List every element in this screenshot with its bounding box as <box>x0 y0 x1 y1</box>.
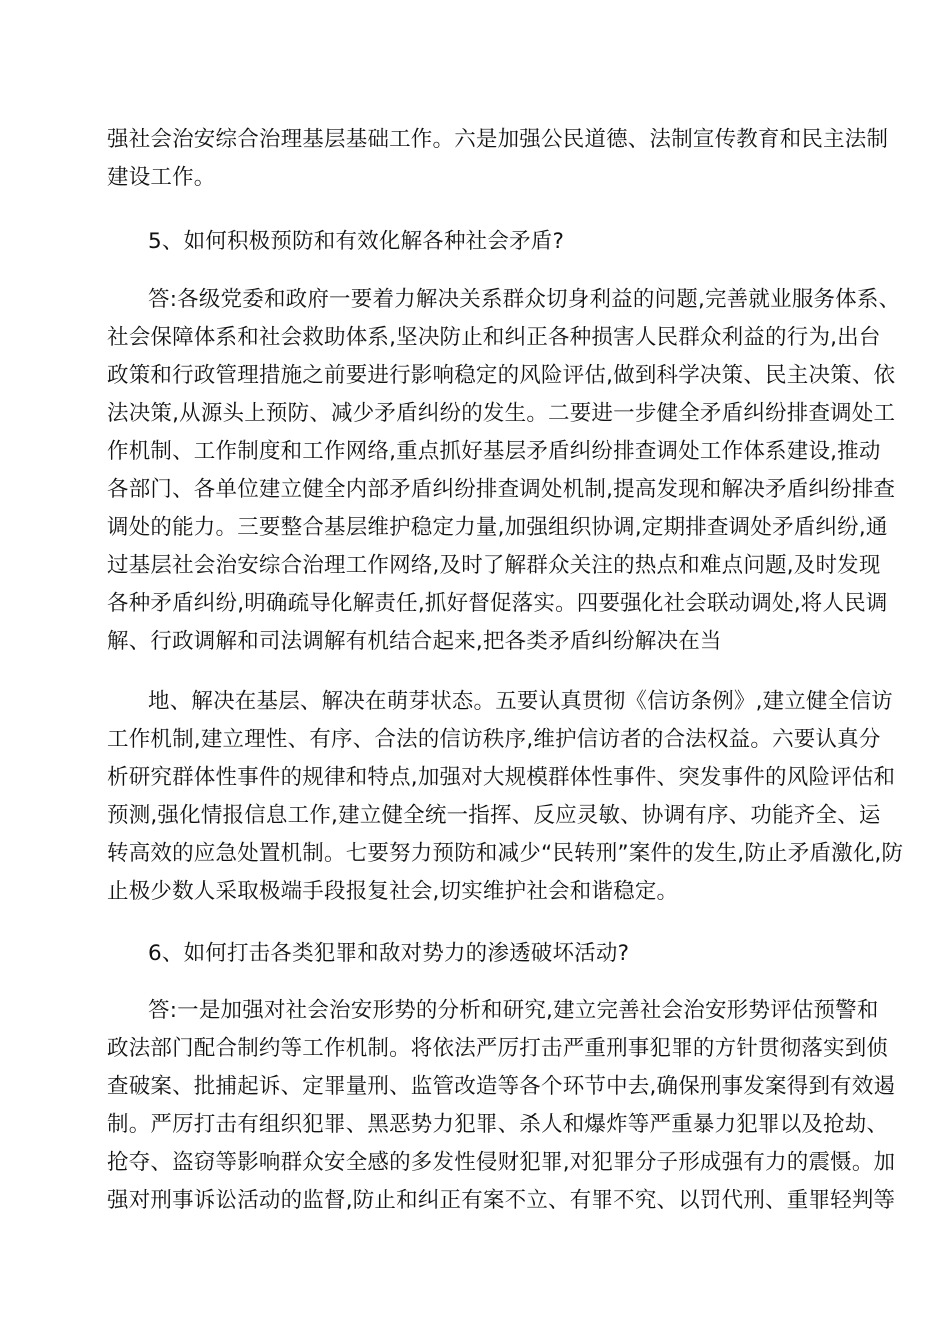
answer-line: 抢夺、盗窃等影响群众安全感的多发性侵财犯罪,对犯罪分子形成强有力的震慑。加 <box>107 1150 896 1175</box>
question-heading: 6、如何打击各类犯罪和敌对势力的渗透破坏活动? <box>148 941 630 966</box>
answer-line: 政策和行政管理措施之前要进行影响稳定的风险评估,做到科学决策、民主决策、依 <box>107 363 896 388</box>
answer-line: 答:各级党委和政府一要着力解决关系群众切身利益的问题,完善就业服务体系、 <box>148 287 901 312</box>
answer-line: 政法部门配合制约等工作机制。将依法严厉打击严重刑事犯罪的方针贯彻落实到侦 <box>107 1036 889 1061</box>
answer-line: 地、解决在基层、解决在萌芽状态。五要认真贯彻《信访条例》,建立健全信访 <box>148 689 893 714</box>
answer-line: 止极少数人采取极端手段报复社会,切实维护社会和谐稳定。 <box>107 879 679 904</box>
answer-line: 查破案、批捕起诉、定罪量刑、监管改造等各个环节中去,确保刑事发案得到有效遏 <box>107 1074 896 1099</box>
answer-line: 作机制、工作制度和工作网络,重点抓好基层矛盾纠纷排查调处工作体系建设,推动 <box>107 439 881 464</box>
question-heading: 5、如何积极预防和有效化解各种社会矛盾? <box>148 229 565 254</box>
paragraph-line: 建设工作。 <box>107 165 216 190</box>
answer-line: 各部门、各单位建立健全内部矛盾纠纷排查调处机制,提高发现和解决矛盾纠纷排查 <box>107 477 896 502</box>
answer-line: 过基层社会治安综合治理工作网络,及时了解群众关注的热点和难点问题,及时发现 <box>107 553 881 578</box>
answer-line: 法决策,从源头上预防、减少矛盾纠纷的发生。二要进一步健全矛盾纠纷排查调处工 <box>107 401 896 426</box>
answer-line: 社会保障体系和社会救助体系,坚决防止和纠正各种损害人民群众利益的行为,出台 <box>107 325 881 350</box>
paragraph-line: 强社会治安综合治理基层基础工作。六是加强公民道德、法制宣传教育和民主法制 <box>107 127 889 152</box>
answer-line: 工作机制,建立理性、有序、合法的信访秩序,维护信访者的合法权益。六要认真分 <box>107 727 881 752</box>
answer-line: 析研究群体性事件的规律和特点,加强对大规模群体性事件、突发事件的风险评估和 <box>107 765 896 790</box>
answer-line: 预测,强化情报信息工作,建立健全统一指挥、反应灵敏、协调有序、功能齐全、运 <box>107 803 881 828</box>
answer-line: 解、行政调解和司法调解有机结合起来,把各类矛盾纠纷解决在当 <box>107 629 722 654</box>
answer-line: 调处的能力。三要整合基层维护稳定力量,加强组织协调,定期排查调处矛盾纠纷,通 <box>107 515 888 540</box>
answer-line: 转高效的应急处置机制。七要努力预防和减少“民转刑”案件的发生,防止矛盾激化,防 <box>107 841 904 866</box>
answer-line: 制。严厉打击有组织犯罪、黑恶势力犯罪、杀人和爆炸等严重暴力犯罪以及抢劫、 <box>107 1112 889 1137</box>
answer-line: 各种矛盾纠纷,明确疏导化解责任,抓好督促落实。四要强化社会联动调处,将人民调 <box>107 591 888 616</box>
answer-line: 答:一是加强对社会治安形势的分析和研究,建立完善社会治安形势评估预警和 <box>148 998 879 1023</box>
answer-line: 强对刑事诉讼活动的监督,防止和纠正有案不立、有罪不究、以罚代刑、重罪轻判等 <box>107 1188 896 1213</box>
